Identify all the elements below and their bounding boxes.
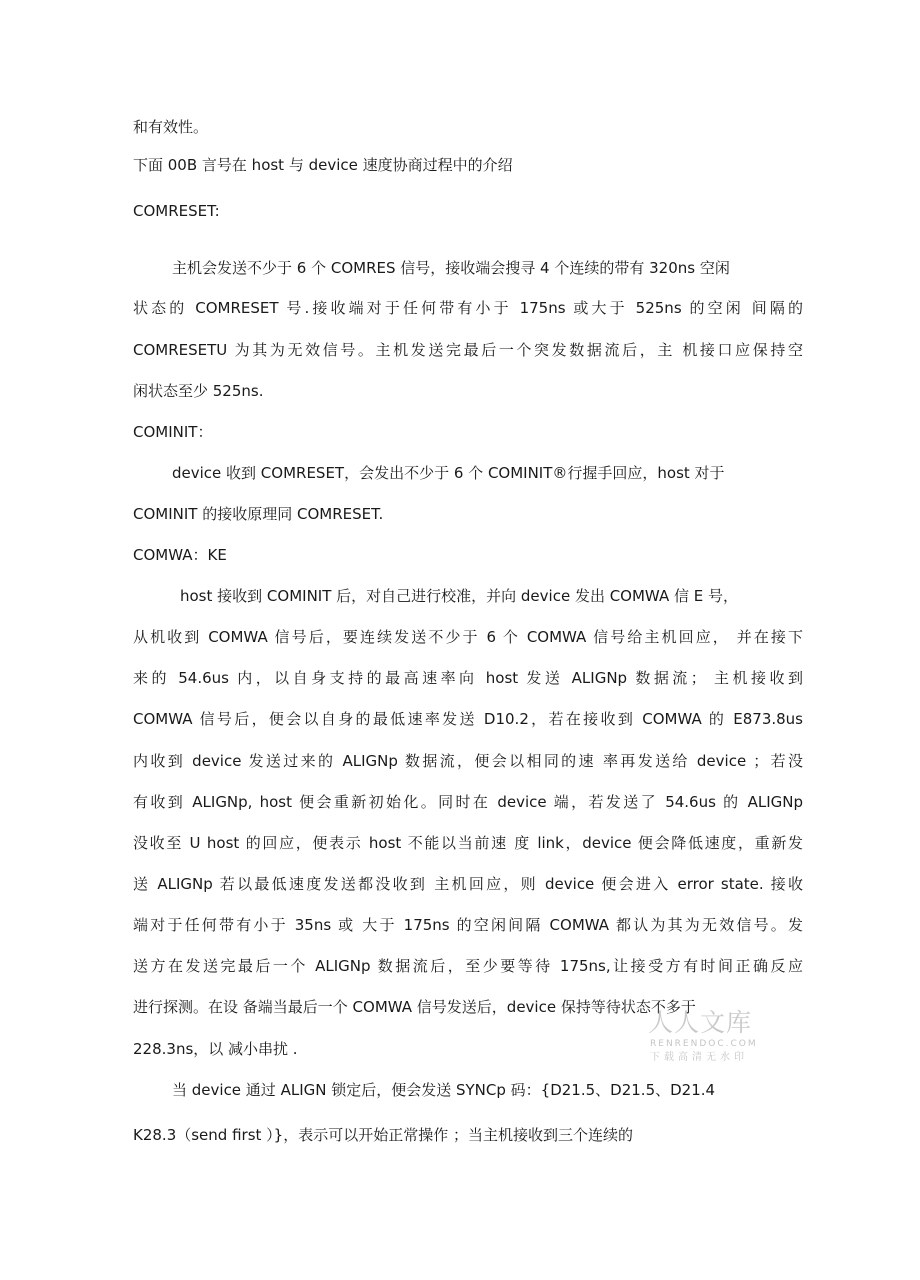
section-heading: COMWA：KE — [133, 546, 227, 564]
paragraph-line: 有收到 ALIGNp, host 便会重新初始化。同时在 device 端，若发送了 54.6us 的 ALIGNp — [133, 793, 803, 811]
paragraph-line: K28.3（send first ）}，表示可以开始正常操作 ；当主机接收到三个连续的 — [133, 1126, 633, 1144]
paragraph-line: COMWA 信号后，便会以自身的最低速率发送 D10.2，若在接收到 COMWA 的 E873.8us — [133, 710, 803, 728]
paragraph-line: 没收至 U host 的回应，便表示 host 不能以当前速 度 link，device 便会降低速度，重新发 — [133, 834, 803, 852]
paragraph-line: 下面 00B 言号在 host 与 device 速度协商过程中的介绍 — [133, 156, 513, 174]
watermark-logo — [648, 1008, 774, 1070]
section-heading: COMRESET: — [133, 202, 220, 220]
paragraph-line: 端对于任何带有小于 35ns 或 大于 175ns 的空闲间隔 COMWA 都认为其为无效信号。发 — [133, 916, 803, 934]
watermark-title: 人人文库 — [648, 1008, 753, 1037]
paragraph-line: 来的 54.6us 内，以自身支持的最高速率向 host 发送 ALIGNp 数据流； 主机接收到 — [133, 669, 803, 687]
paragraph-line: 状态的 COMRESET 号.接收端对于任何带有小于 175ns 或大于 525ns 的空闲 间隔的 — [133, 299, 803, 317]
paragraph-line: device 收到 COMRESET，会发出不少于 6 个 COMINIT®行握手回应，host 对于 — [172, 464, 725, 482]
paragraph-line: 主机会发送不少于 6 个 COMRES 信号，接收端会搜寻 4 个连续的带有 320ns 空闲 — [172, 259, 730, 277]
paragraph-line: 进行探测。在设 备端当最后一个 COMWA 信号发送后，device 保持等待状态不多于 — [133, 998, 696, 1016]
section-heading: COMINIT： — [133, 423, 213, 441]
paragraph-line: 228.3ns，以 减小串扰 . — [133, 1040, 298, 1058]
paragraph-line: 内收到 device 发送过来的 ALIGNp 数据流，便会以相同的速 率再发送给 device ；若没 — [133, 752, 803, 770]
paragraph-line: 当 device 通过 ALIGN 锁定后，便会发送 SYNCp 码：{D21.5、D21.5、D21.4 — [172, 1081, 716, 1099]
watermark-subtitle: 下载高清无水印 — [650, 1052, 748, 1063]
paragraph-line: COMINIT 的接收原理同 COMRESET. — [133, 505, 384, 523]
paragraph-line: COMRESETU 为其为无效信号。主机发送完最后一个突发数据流后，主 机接口应保持空 — [133, 341, 803, 359]
paragraph-line: 送方在发送完最后一个 ALIGNp 数据流后，至少要等待 175ns,让接受方有时间正确反应 — [133, 957, 803, 975]
paragraph-line: 闲状态至少 525ns. — [133, 382, 264, 400]
paragraph-line: 送 ALIGNp 若以最低速度发送都没收到 主机回应，则 device 便会进入 error state. 接收 — [133, 875, 803, 893]
paragraph-line: 和有效性。 — [133, 118, 209, 136]
paragraph-line: 从机收到 COMWA 信号后，要连续发送不少于 6 个 COMWA 信号给主机回应， 并在接下 — [133, 628, 803, 646]
watermark-url: RENRENDOC.COM — [650, 1039, 758, 1049]
paragraph-line: host 接收到 COMINIT 后，对自己进行校准，并向 device 发出 COMWA 信 E 号， — [180, 587, 738, 605]
